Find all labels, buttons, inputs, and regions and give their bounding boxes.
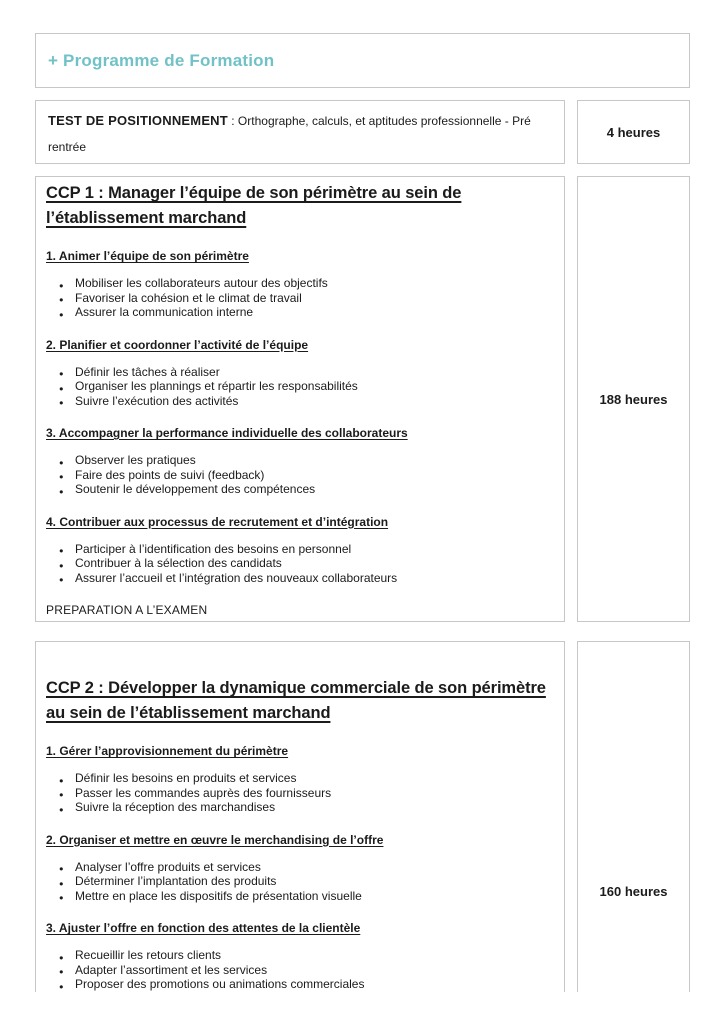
test-label: TEST DE POSITIONNEMENT	[48, 113, 228, 128]
program-header-box	[35, 33, 690, 88]
bullet-item: ● Organiser les plannings et répartir les responsabilités	[59, 379, 550, 394]
bullet-item: ● Favoriser la cohésion et le climat de travail	[59, 291, 550, 306]
bullet-item: ● Mettre en place les dispositifs de présentation visuelle	[59, 889, 550, 904]
bullet-item: ● Soutenir le développement des compétences	[59, 482, 550, 497]
bullet-item: ● Analyser l’offre produits et services	[59, 860, 550, 875]
ccp1-section-4-heading: 4. Contribuer aux processus de recrutement et d’intégration	[46, 514, 389, 529]
bullet-item: ● Observer les pratiques	[59, 453, 550, 468]
test-hours-box	[577, 100, 690, 164]
bullet-item: ● Définir les tâches à réaliser	[59, 365, 550, 380]
test-positionnement-box	[35, 100, 565, 164]
test-description-line2: rentrée	[48, 140, 87, 154]
ccp1-section-2-bullets	[46, 365, 550, 409]
ccp1-hours-value: 188 heures	[599, 391, 668, 407]
bullet-item: ● Définir les besoins en produits et services	[59, 771, 550, 786]
bullet-item: ● Faire des points de suivi (feedback)	[59, 468, 550, 483]
bullet-item: ● Mobiliser les collaborateurs autour des objectifs	[59, 276, 550, 291]
bullet-item: ● Proposer des promotions ou animations commerciales	[59, 977, 550, 992]
ccp1-title: CCP 1 : Manager l’équipe de son périmètre au sein de l’établissement marchand	[46, 184, 462, 227]
ccp2-box	[35, 641, 565, 992]
page-title: + Programme de Formation	[48, 50, 275, 70]
ccp1-section-3-bullets	[46, 453, 550, 497]
ccp2-section-2-bullets	[46, 860, 550, 904]
ccp2-section-1-bullets	[46, 771, 550, 815]
ccp1-section-3-heading: 3. Accompagner la performance individuelle des collaborateurs	[46, 426, 408, 440]
bullet-item: ● Contribuer à la sélection des candidats	[59, 556, 550, 571]
bullet-item: ● Assurer l’accueil et l’intégration des nouveaux collaborateurs	[59, 571, 550, 586]
ccp2-title: CCP 2 : Développer la dynamique commerciale de son périmètre au sein de l’établissement marchand	[46, 679, 546, 722]
bullet-item: ● Adapter l’assortiment et les services	[59, 963, 550, 978]
test-description-line1: : Orthographe, calculs, et aptitudes professionnelle - Pré	[231, 114, 531, 128]
bullet-item: ● Recueillir les retours clients	[59, 948, 550, 963]
ccp2-section-3-bullets	[46, 948, 550, 992]
bullet-item: ● Déterminer l’implantation des produits	[59, 874, 550, 889]
test-hours-value: 4 heures	[606, 124, 661, 140]
ccp1-section-2-heading: 2. Planifier et coordonner l’activité de l’équipe	[46, 337, 309, 352]
ccp1-box	[35, 176, 565, 622]
ccp2-section-3-heading: 3. Ajuster l’offre en fonction des attentes de la clientèle	[46, 921, 361, 935]
ccp2-section-2-heading: 2. Organiser et mettre en œuvre le merchandising de l’offre	[46, 832, 384, 847]
ccp1-hours-box	[577, 176, 690, 622]
bullet-item: ● Assurer la communication interne	[59, 305, 550, 320]
bullet-item: ● Participer à l’identification des besoins en personnel	[59, 542, 550, 557]
bullet-item: ● Suivre l’exécution des activités	[59, 394, 550, 409]
ccp2-section-1-heading: 1. Gérer l’approvisionnement du périmètre	[46, 744, 289, 758]
ccp2-hours-box	[577, 641, 690, 992]
bullet-item: ● Passer les commandes auprès des fournisseurs	[59, 786, 550, 801]
ccp1-section-1-heading: 1. Animer l’équipe de son périmètre	[46, 249, 249, 263]
ccp1-section-1-bullets	[46, 276, 550, 320]
bullet-item: ● Suivre la réception des marchandises	[59, 800, 550, 815]
ccp1-exam-note: PREPARATION A L’EXAMEN	[46, 603, 208, 617]
ccp2-hours-value: 160 heures	[599, 883, 668, 899]
ccp1-section-4-bullets	[46, 542, 550, 586]
